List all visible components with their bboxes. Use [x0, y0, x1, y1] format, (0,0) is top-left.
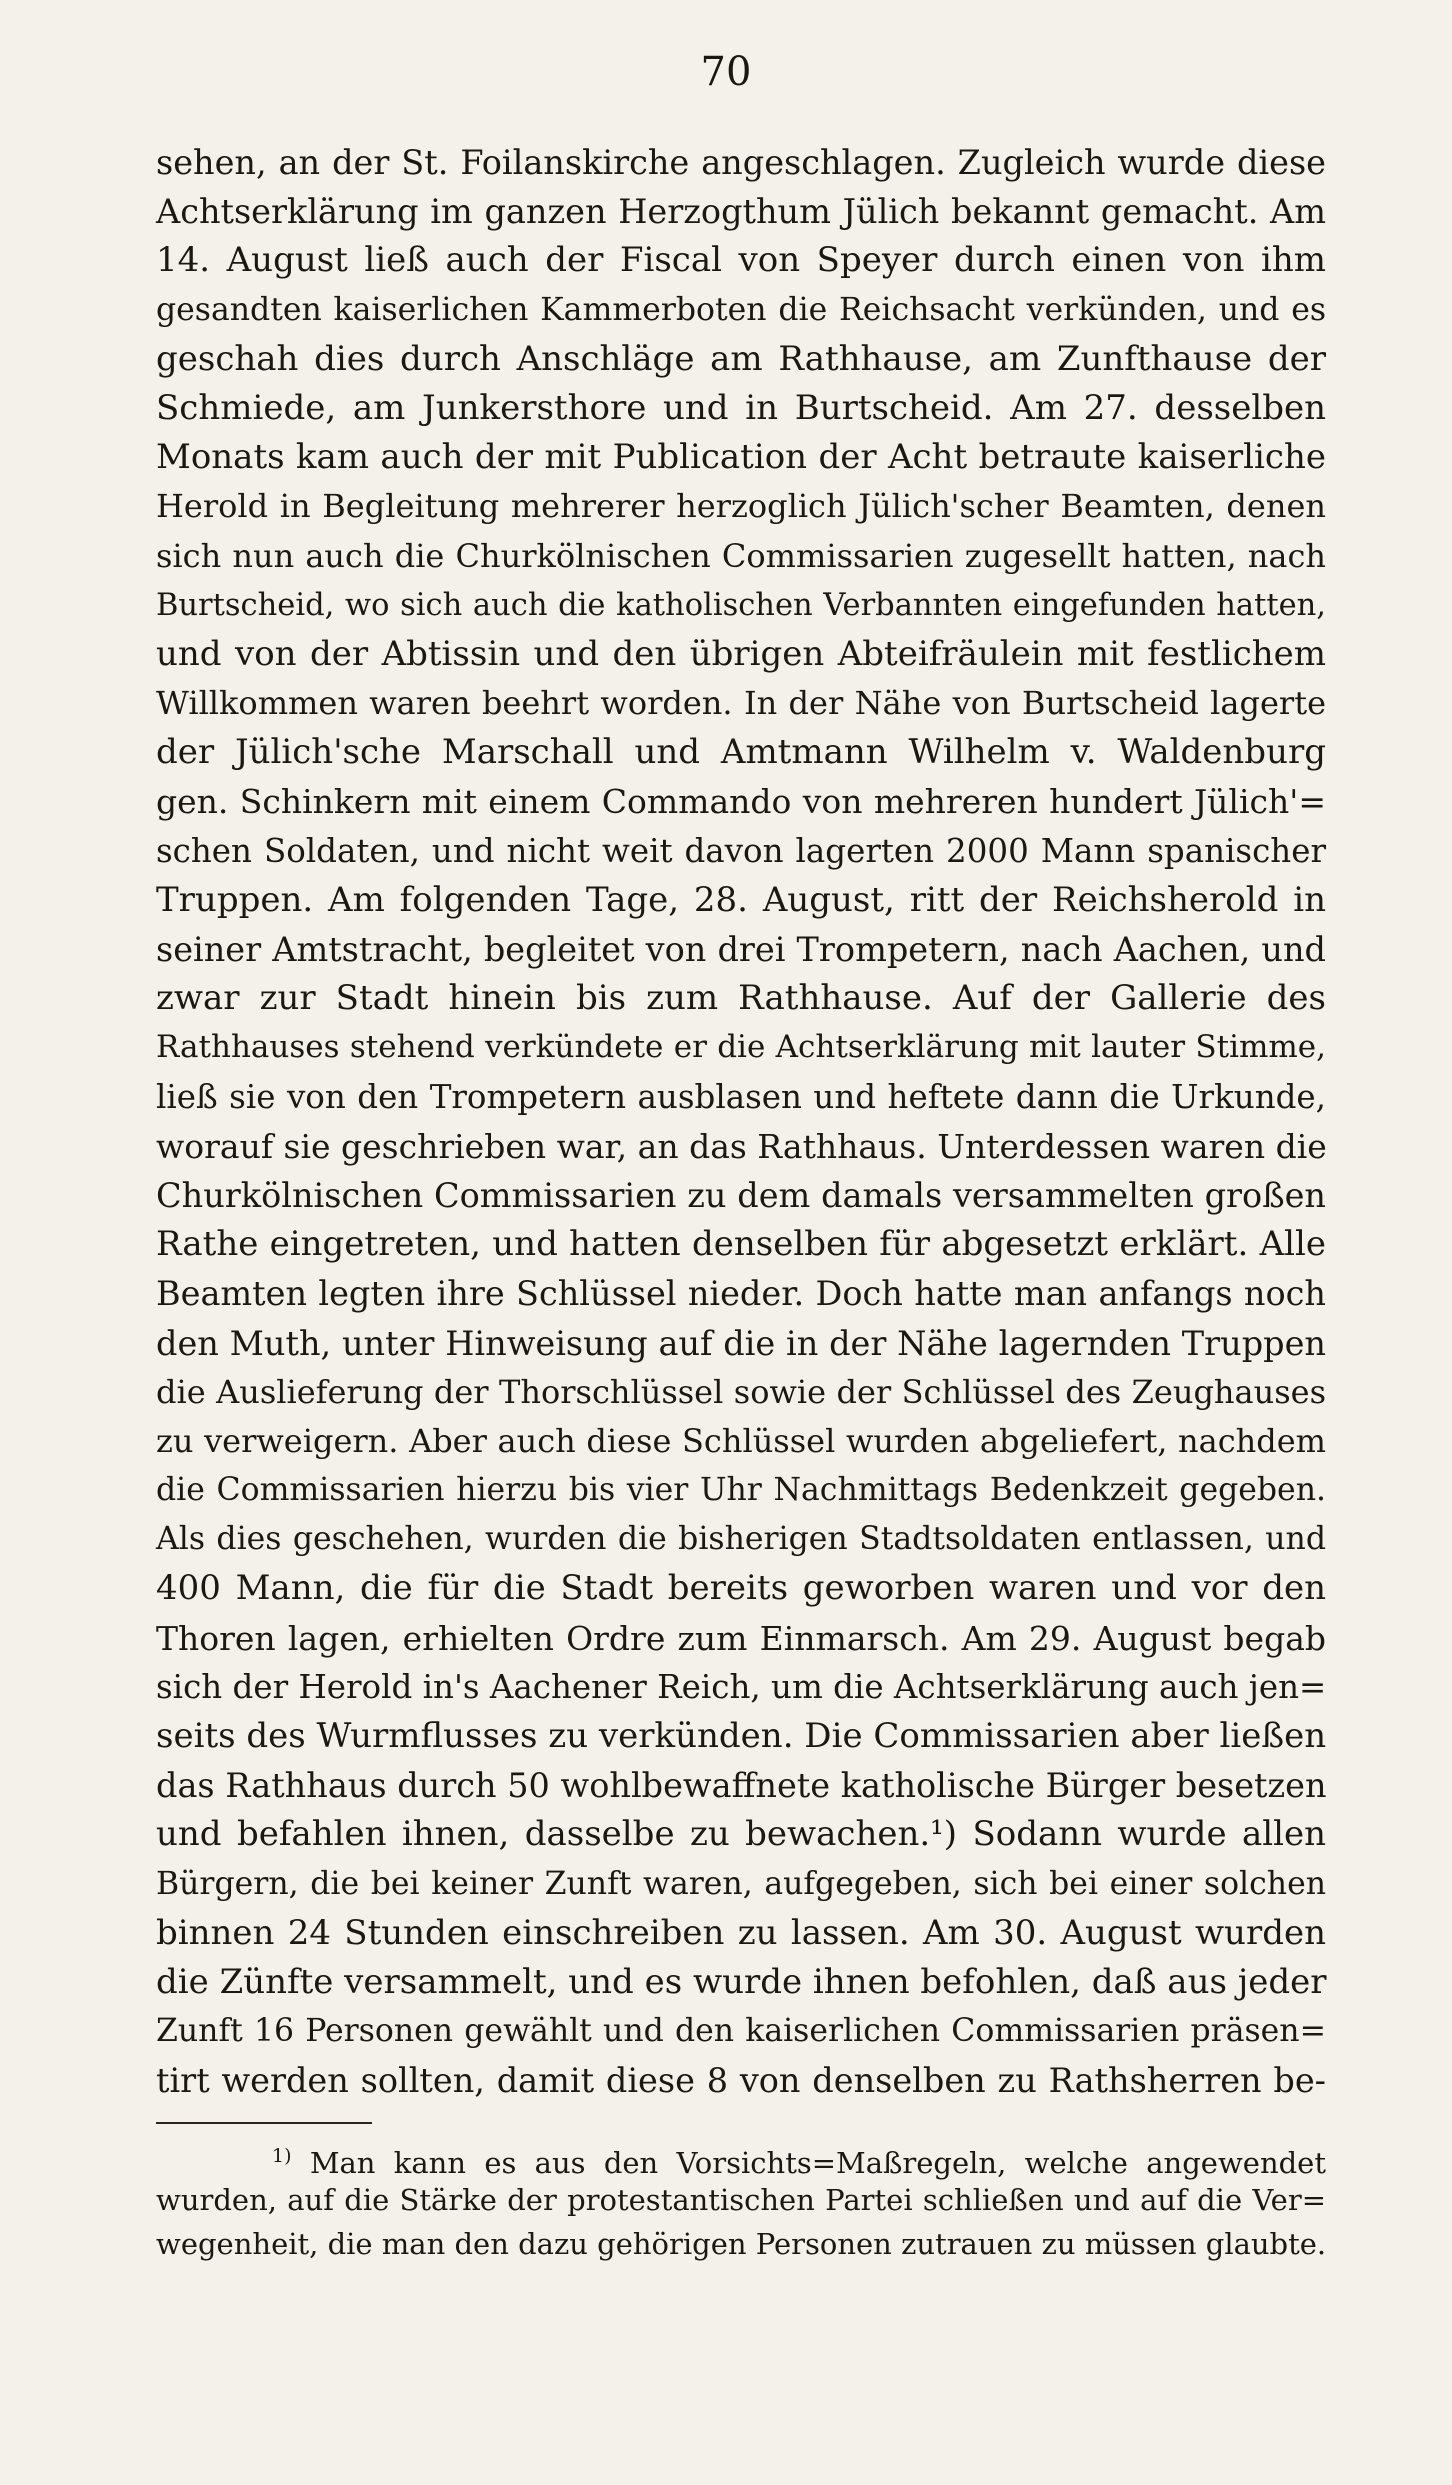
text-line: Thoren lagen, erhielten Ordre zum Einmarsch. Am 29. August begab: [156, 1618, 1326, 1658]
text-line: gen. Schinkern mit einem Commando von mehreren hundert Jülich'=: [156, 782, 1326, 822]
text-line: zu verweigern. Aber auch diese Schlüssel wurden abgeliefert, nachdem: [156, 1421, 1326, 1460]
text-line: Burtscheid, wo sich auch die katholischen Verbannten eingefunden hatten,: [156, 587, 1326, 623]
footnote-line: wegenheit, die man den dazu gehörigen Personen zutrauen zu müssen glaubte.: [156, 2227, 1327, 2261]
text-line: Monats kam auch der mit Publication der Acht betraute kaiserliche: [156, 437, 1326, 478]
body-text: [156, 138, 1326, 2106]
text-line: sich nun auch die Churkölnischen Commissarien zugesellt hatten, nach: [156, 536, 1326, 575]
footnote-marker: 1): [272, 2145, 292, 2167]
text-line: Rathe eingetreten, und hatten denselben für abgesetzt erklärt. Alle: [156, 1224, 1326, 1265]
text-line: die Zünfte versammelt, und es wurde ihnen befohlen, daß aus jeder: [156, 1961, 1327, 2002]
text-line: ließ sie von den Trompetern ausblasen und heftete dann die Urkunde,: [156, 1077, 1326, 1116]
footnote-text: Man kann es aus den Vorsichts=Maßregeln, welche angewendet: [309, 2146, 1326, 2180]
text-line: Truppen. Am folgenden Tage, 28. August, ritt der Reichsherold in: [156, 879, 1326, 920]
text-line: und befahlen ihnen, dasselbe zu bewachen.¹) Sodann wurde allen: [156, 1814, 1326, 1855]
text-line: der Jülich'sche Marschall und Amtmann Wilhelm v. Waldenburg: [156, 732, 1326, 773]
text-line: schen Soldaten, und nicht weit davon lagerten 2000 Mann spanischer: [156, 831, 1326, 870]
text-line: 400 Mann, die für die Stadt bereits geworben waren und vor den: [156, 1568, 1326, 1609]
text-line: geschah dies durch Anschläge am Rathhause, am Zunfthause der: [156, 338, 1326, 379]
text-line: gesandten kaiserlichen Kammerboten die Reichsacht verkünden, und es: [156, 291, 1326, 328]
text-line: das Rathhaus durch 50 wohlbewaffnete katholische Bürger besetzen: [156, 1766, 1327, 1806]
text-line: sich der Herold in's Aachener Reich, um die Achtserklärung auch jen=: [156, 1667, 1327, 1706]
text-line: Schmiede, am Junkersthore und in Burtscheid. Am 27. desselben: [156, 387, 1326, 428]
footnote-line: [156, 2134, 1326, 2178]
footnote: [156, 2134, 1326, 2266]
text-line: und von der Abtissin und den übrigen Abteifräulein mit festlichem: [156, 633, 1326, 674]
footnote-divider: [156, 2122, 372, 2124]
text-line: seiner Amtstracht, begleitet von drei Trompetern, nach Aachen, und: [156, 930, 1326, 969]
text-line: Willkommen waren beehrt worden. In der Nähe von Burtscheid lagerte: [156, 684, 1326, 723]
text-line: Churkölnischen Commissarien zu dem damals versammelten großen: [156, 1175, 1326, 1215]
text-line: Beamten legten ihre Schlüssel nieder. Doch hatte man anfangs noch: [156, 1274, 1326, 1314]
text-line: Zunft 16 Personen gewählt und den kaiserlichen Commissarien präsen=: [156, 2013, 1326, 2050]
page-number: 70: [700, 49, 752, 95]
text-line: Rathhauses stehend verkündete er die Achtserklärung mit lauter Stimme,: [156, 1029, 1326, 1066]
text-line: tirt werden sollten, damit diese 8 von denselben zu Rathsherren be-: [156, 2061, 1326, 2101]
text-line: worauf sie geschrieben war, an das Rathhaus. Unterdessen waren die: [156, 1126, 1327, 1166]
footnote-line: wurden, auf die Stärke der protestantischen Partei schließen und auf die Ver=: [156, 2183, 1326, 2217]
text-line: seits des Wurmflusses zu verkünden. Die Commissarien aber ließen: [156, 1716, 1327, 1756]
text-line: Achtserklärung im ganzen Herzogthum Jülich bekannt gemacht. Am: [156, 192, 1326, 232]
text-line: Bürgern, die bei keiner Zunft waren, aufgegeben, sich bei einer solchen: [156, 1865, 1326, 1902]
text-line: Herold in Begleitung mehrerer herzoglich Jülich'scher Beamten, denen: [156, 487, 1326, 526]
text-line: die Commissarien hierzu bis vier Uhr Nachmittags Bedenkzeit gegeben.: [156, 1472, 1326, 1509]
text-line: den Muth, unter Hinweisung auf die in der Nähe lagernden Truppen: [156, 1323, 1326, 1363]
text-line: zwar zur Stadt hinein bis zum Rathhause. Auf der Gallerie des: [156, 978, 1326, 1019]
text-line: die Auslieferung der Thorschlüssel sowie der Schlüssel des Zeughauses: [156, 1372, 1326, 1411]
text-line: sehen, an der St. Foilanskirche angeschlagen. Zugleich wurde diese: [156, 143, 1326, 182]
text-line: Als dies geschehen, wurden die bisherigen Stadtsoldaten entlassen, und: [156, 1521, 1326, 1558]
text-line: 14. August ließ auch der Fiscal von Speyer durch einen von ihm: [156, 240, 1326, 281]
text-line: binnen 24 Stunden einschreiben zu lassen. Am 30. August wurden: [156, 1912, 1326, 1953]
